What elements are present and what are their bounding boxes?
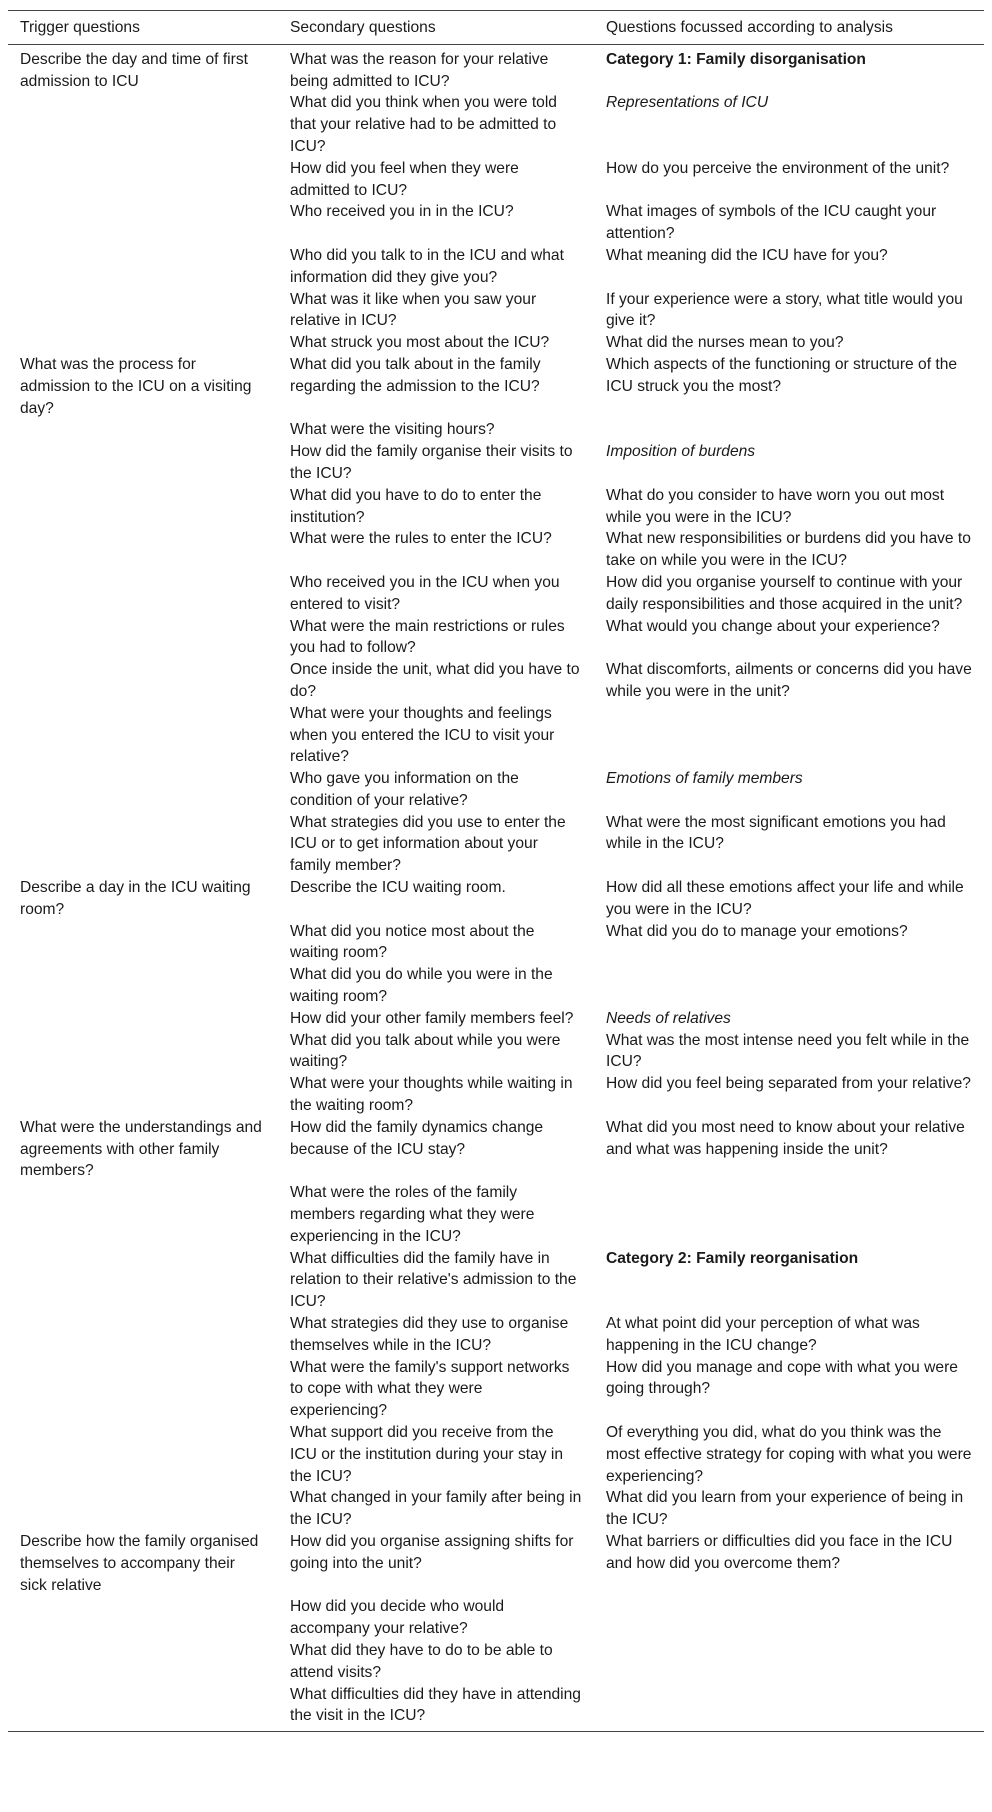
trigger-question-cell [8,1684,278,1732]
analysis-question-cell [594,1422,984,1487]
analysis-question: How did you manage and cope with what you were going through? [606,1358,958,1398]
category-heading: Category 2: Family reorganisation [606,1249,859,1267]
trigger-question-cell [8,1640,278,1684]
table-header [8,11,984,45]
analysis-question-cell [594,332,984,354]
trigger-question-cell [8,485,278,529]
secondary-question-cell [278,528,594,572]
analysis-question: How did you feel being separated from your relative? [606,1075,971,1093]
secondary-question: What struck you most about the ICU? [290,334,550,352]
analysis-question: What would you change about your experience? [606,617,940,635]
secondary-question: Who received you in the ICU when you entered to visit? [290,573,560,613]
table-row [8,1422,984,1487]
analysis-question: How did you organise yourself to continue with your daily responsibilities and those acquired in the unit? [606,573,963,613]
analysis-question [606,1596,972,1618]
trigger-question-cell [8,1596,278,1640]
secondary-question: What was it like when you saw your relative in ICU? [290,290,537,330]
analysis-question: What were the most significant emotions you had while in the ICU? [606,813,946,853]
secondary-question-cell [278,92,594,157]
table-row [8,485,984,529]
secondary-question-cell [278,921,594,965]
secondary-question: What were the rules to enter the ICU? [290,530,552,548]
table-row [8,1030,984,1074]
analysis-question-cell [594,419,984,441]
secondary-question: What were your thoughts while waiting in the waiting room? [290,1075,573,1115]
secondary-question: What did you do while you were in the waiting room? [290,966,553,1006]
secondary-question-cell [278,201,594,245]
analysis-question-cell [594,1531,984,1596]
secondary-question-cell [278,44,594,92]
table-row [8,201,984,245]
analysis-question-cell [594,245,984,289]
analysis-question: What images of symbols of the ICU caught your attention? [606,203,937,243]
secondary-question: What support did you receive from the ICU or the institution during your stay in the ICU? [290,1424,564,1485]
secondary-question: What were the roles of the family members regarding what they were experiencing in the ICU? [290,1184,535,1245]
table-row [8,44,984,92]
secondary-question-cell [278,1640,594,1684]
analysis-question-cell [594,812,984,877]
table-row [8,812,984,877]
table-row [8,1117,984,1182]
secondary-question-cell [278,1248,594,1313]
secondary-question: What strategies did they use to organise themselves while in the ICU? [290,1315,569,1354]
header-secondary-questions: Secondary questions [290,19,436,36]
trigger-question-cell [8,1008,278,1030]
trigger-question-cell [8,1117,278,1182]
secondary-question: How did you feel when they were admitted to ICU? [290,159,519,199]
analysis-question: What was the most intense need you felt while in the ICU? [606,1031,970,1071]
analysis-question-cell [594,1248,984,1313]
trigger-question-cell [8,1248,278,1313]
trigger-question-cell [8,1531,278,1596]
analysis-question [606,1684,972,1706]
analysis-question-cell [594,768,984,812]
questions-table [8,10,984,1732]
trigger-question-cell [8,158,278,202]
secondary-question-cell [278,332,594,354]
table-row [8,964,984,1008]
analysis-question [606,1182,972,1204]
table-row [8,1531,984,1596]
table-row [8,1182,984,1247]
secondary-question: What did you think when you were told that your relative had to be admitted to ICU? [290,94,557,155]
analysis-question-cell [594,877,984,921]
table-row [8,659,984,703]
secondary-question-cell [278,659,594,703]
table-row [8,1248,984,1313]
secondary-question: What strategies did you use to enter the ICU or to get information about your family member? [290,813,566,875]
secondary-question-cell [278,245,594,289]
secondary-question-cell [278,1684,594,1732]
analysis-question-cell [594,92,984,157]
category-heading: Category 1: Family disorganisation [606,50,866,68]
analysis-question-cell [594,1182,984,1247]
trigger-question-cell [8,92,278,157]
analysis-question-cell [594,921,984,965]
secondary-question: How did your other family members feel? [290,1009,574,1027]
trigger-question-cell [8,812,278,877]
analysis-question-cell [594,1596,984,1640]
analysis-question: How did all these emotions affect your life and while you were in the ICU? [606,879,964,918]
secondary-question: What were the family's support networks to cope with what they were experiencing? [290,1358,570,1420]
trigger-question: What were the understandings and agreements with other family members? [20,1118,262,1180]
analysis-question-cell [594,1117,984,1182]
trigger-question: Describe a day in the ICU waiting room? [20,879,251,918]
secondary-question: How did the family dynamics change because of the ICU stay? [290,1118,544,1158]
analysis-question: What discomforts, ailments or concerns did you have while you were in the unit? [606,661,972,700]
analysis-question [606,964,972,986]
subcategory-heading: Imposition of burdens [606,443,756,461]
trigger-question-cell [8,289,278,333]
table-row [8,1357,984,1422]
secondary-question-cell [278,354,594,419]
analysis-question: Of everything you did, what do you think was the most effective strategy for coping with what you were experiencing? [606,1424,972,1485]
analysis-question-cell [594,1073,984,1117]
analysis-question: What did you learn from your experience of being in the ICU? [606,1489,964,1529]
trigger-question-cell [8,1422,278,1487]
secondary-question: What difficulties did they have in attending the visit in the ICU? [290,1685,581,1725]
table-row [8,245,984,289]
secondary-question-cell [278,289,594,333]
secondary-question: Describe the ICU waiting room. [290,879,506,897]
secondary-question: What were the visiting hours? [290,421,495,439]
trigger-question-cell [8,1487,278,1531]
analysis-question: What did you most need to know about your relative and what was happening inside the unit? [606,1118,965,1158]
trigger-question-cell [8,877,278,921]
analysis-question: At what point did your perception of what was happening in the ICU change? [606,1315,920,1354]
trigger-question-cell [8,245,278,289]
trigger-question-cell [8,1357,278,1422]
trigger-question-cell [8,528,278,572]
analysis-question: What did you do to manage your emotions? [606,922,908,940]
analysis-question: If your experience were a story, what title would you give it? [606,290,963,330]
secondary-question-cell [278,441,594,485]
secondary-question: How did you organise assigning shifts for going into the unit? [290,1532,574,1572]
trigger-question-cell [8,332,278,354]
analysis-question-cell [594,485,984,529]
subcategory-heading: Emotions of family members [606,770,803,788]
table-row [8,158,984,202]
secondary-question-cell [278,1030,594,1074]
subcategory-heading: Representations of ICU [606,94,769,112]
header-analysis-questions: Questions focussed according to analysis [606,19,893,36]
table-row [8,354,984,419]
analysis-question-cell [594,1684,984,1732]
analysis-question-cell [594,354,984,419]
trigger-question-cell [8,44,278,92]
secondary-question: How did you decide who would accompany your relative? [290,1598,505,1638]
analysis-question-cell [594,1008,984,1030]
secondary-question: How did the family organise their visits to the ICU? [290,443,573,482]
secondary-question: What did you talk about in the family regarding the admission to the ICU? [290,355,541,395]
analysis-question-cell [594,1030,984,1074]
trigger-question-cell [8,616,278,660]
secondary-question: Who received you in in the ICU? [290,203,514,221]
table-row [8,1640,984,1684]
table-row [8,1684,984,1732]
secondary-question-cell [278,1596,594,1640]
trigger-question-cell [8,572,278,616]
trigger-question-cell [8,1313,278,1357]
trigger-question-cell [8,703,278,768]
secondary-question-cell [278,1313,594,1357]
secondary-question: What were the main restrictions or rules you had to follow? [290,617,565,657]
table-row [8,1313,984,1357]
table-row [8,1008,984,1030]
analysis-question-cell [594,158,984,202]
table-row [8,877,984,921]
analysis-question-cell [594,964,984,1008]
analysis-question-cell [594,289,984,333]
analysis-question-cell [594,1487,984,1531]
secondary-question: What did they have to do to be able to attend visits? [290,1641,553,1681]
secondary-question-cell [278,1117,594,1182]
trigger-question-cell [8,768,278,812]
table-row [8,572,984,616]
secondary-question-cell [278,703,594,768]
secondary-question: What did you talk about while you were waiting? [290,1031,561,1071]
table-row [8,768,984,812]
secondary-question-cell [278,1073,594,1117]
analysis-question-cell [594,659,984,703]
analysis-question: What meaning did the ICU have for you? [606,246,888,264]
secondary-question: What were your thoughts and feelings when you entered the ICU to visit your relative? [290,704,555,766]
analysis-question-cell [594,441,984,485]
secondary-question: What did you have to do to enter the institution? [290,486,542,526]
secondary-question-cell [278,768,594,812]
trigger-question-cell [8,354,278,419]
header-trigger-questions: Trigger questions [20,19,140,36]
analysis-question: What barriers or difficulties did you face in the ICU and how did you overcome them? [606,1532,953,1572]
secondary-question: Once inside the unit, what did you have to do? [290,661,580,700]
analysis-question-cell [594,528,984,572]
table-row [8,92,984,157]
secondary-question-cell [278,812,594,877]
secondary-question-cell [278,1487,594,1531]
secondary-question-cell [278,616,594,660]
table-row [8,332,984,354]
table-row [8,528,984,572]
secondary-question-cell [278,1357,594,1422]
trigger-question-cell [8,419,278,441]
secondary-question: What difficulties did the family have in relation to their relative's admission to the ICU? [290,1249,577,1311]
secondary-question-cell [278,1182,594,1247]
analysis-question: What new responsibilities or burdens did you have to take on while you were in the ICU? [606,530,971,570]
table-row [8,289,984,333]
table-row [8,1487,984,1531]
secondary-question: What did you notice most about the waiting room? [290,922,535,962]
secondary-question-cell [278,1531,594,1596]
trigger-question-cell [8,921,278,965]
secondary-question-cell [278,485,594,529]
trigger-question: Describe the day and time of first admission to ICU [20,50,248,90]
trigger-question-cell [8,201,278,245]
questions-table-container [8,10,984,1732]
trigger-question: Describe how the family organised themselves to accompany their sick relative [20,1532,259,1594]
secondary-question: What changed in your family after being in the ICU? [290,1489,582,1529]
header-row [8,11,984,45]
table-row [8,921,984,965]
trigger-question-cell [8,1073,278,1117]
analysis-question-cell [594,616,984,660]
secondary-question-cell [278,419,594,441]
table-body [8,44,984,1731]
secondary-question: What was the reason for your relative being admitted to ICU? [290,50,549,90]
analysis-question-cell [594,1640,984,1684]
subcategory-heading: Needs of relatives [606,1009,731,1027]
trigger-question-cell [8,659,278,703]
trigger-question-cell [8,964,278,1008]
secondary-question: Who gave you information on the condition of your relative? [290,770,519,809]
table-row [8,616,984,660]
analysis-question [606,703,972,725]
analysis-question: What do you consider to have worn you out most while you were in the ICU? [606,486,945,526]
analysis-question [606,419,972,441]
table-row [8,441,984,485]
secondary-question: Who did you talk to in the ICU and what information did they give you? [290,246,564,286]
analysis-question-cell [594,201,984,245]
table-row [8,703,984,768]
analysis-question: How do you perceive the environment of the unit? [606,159,950,177]
analysis-question: What did the nurses mean to you? [606,334,844,352]
secondary-question-cell [278,1008,594,1030]
secondary-question-cell [278,158,594,202]
trigger-question-cell [8,1030,278,1074]
trigger-question: What was the process for admission to the ICU on a visiting day? [20,355,252,417]
secondary-question-cell [278,964,594,1008]
analysis-question [606,1640,972,1662]
trigger-question-cell [8,1182,278,1247]
secondary-question-cell [278,1422,594,1487]
analysis-question-cell [594,44,984,92]
table-row [8,1596,984,1640]
analysis-question-cell [594,1313,984,1357]
table-row [8,419,984,441]
secondary-question-cell [278,572,594,616]
analysis-question: Which aspects of the functioning or structure of the ICU struck you the most? [606,355,958,395]
analysis-question-cell [594,1357,984,1422]
table-row [8,1073,984,1117]
analysis-question-cell [594,703,984,768]
analysis-question-cell [594,572,984,616]
trigger-question-cell [8,441,278,485]
secondary-question-cell [278,877,594,921]
